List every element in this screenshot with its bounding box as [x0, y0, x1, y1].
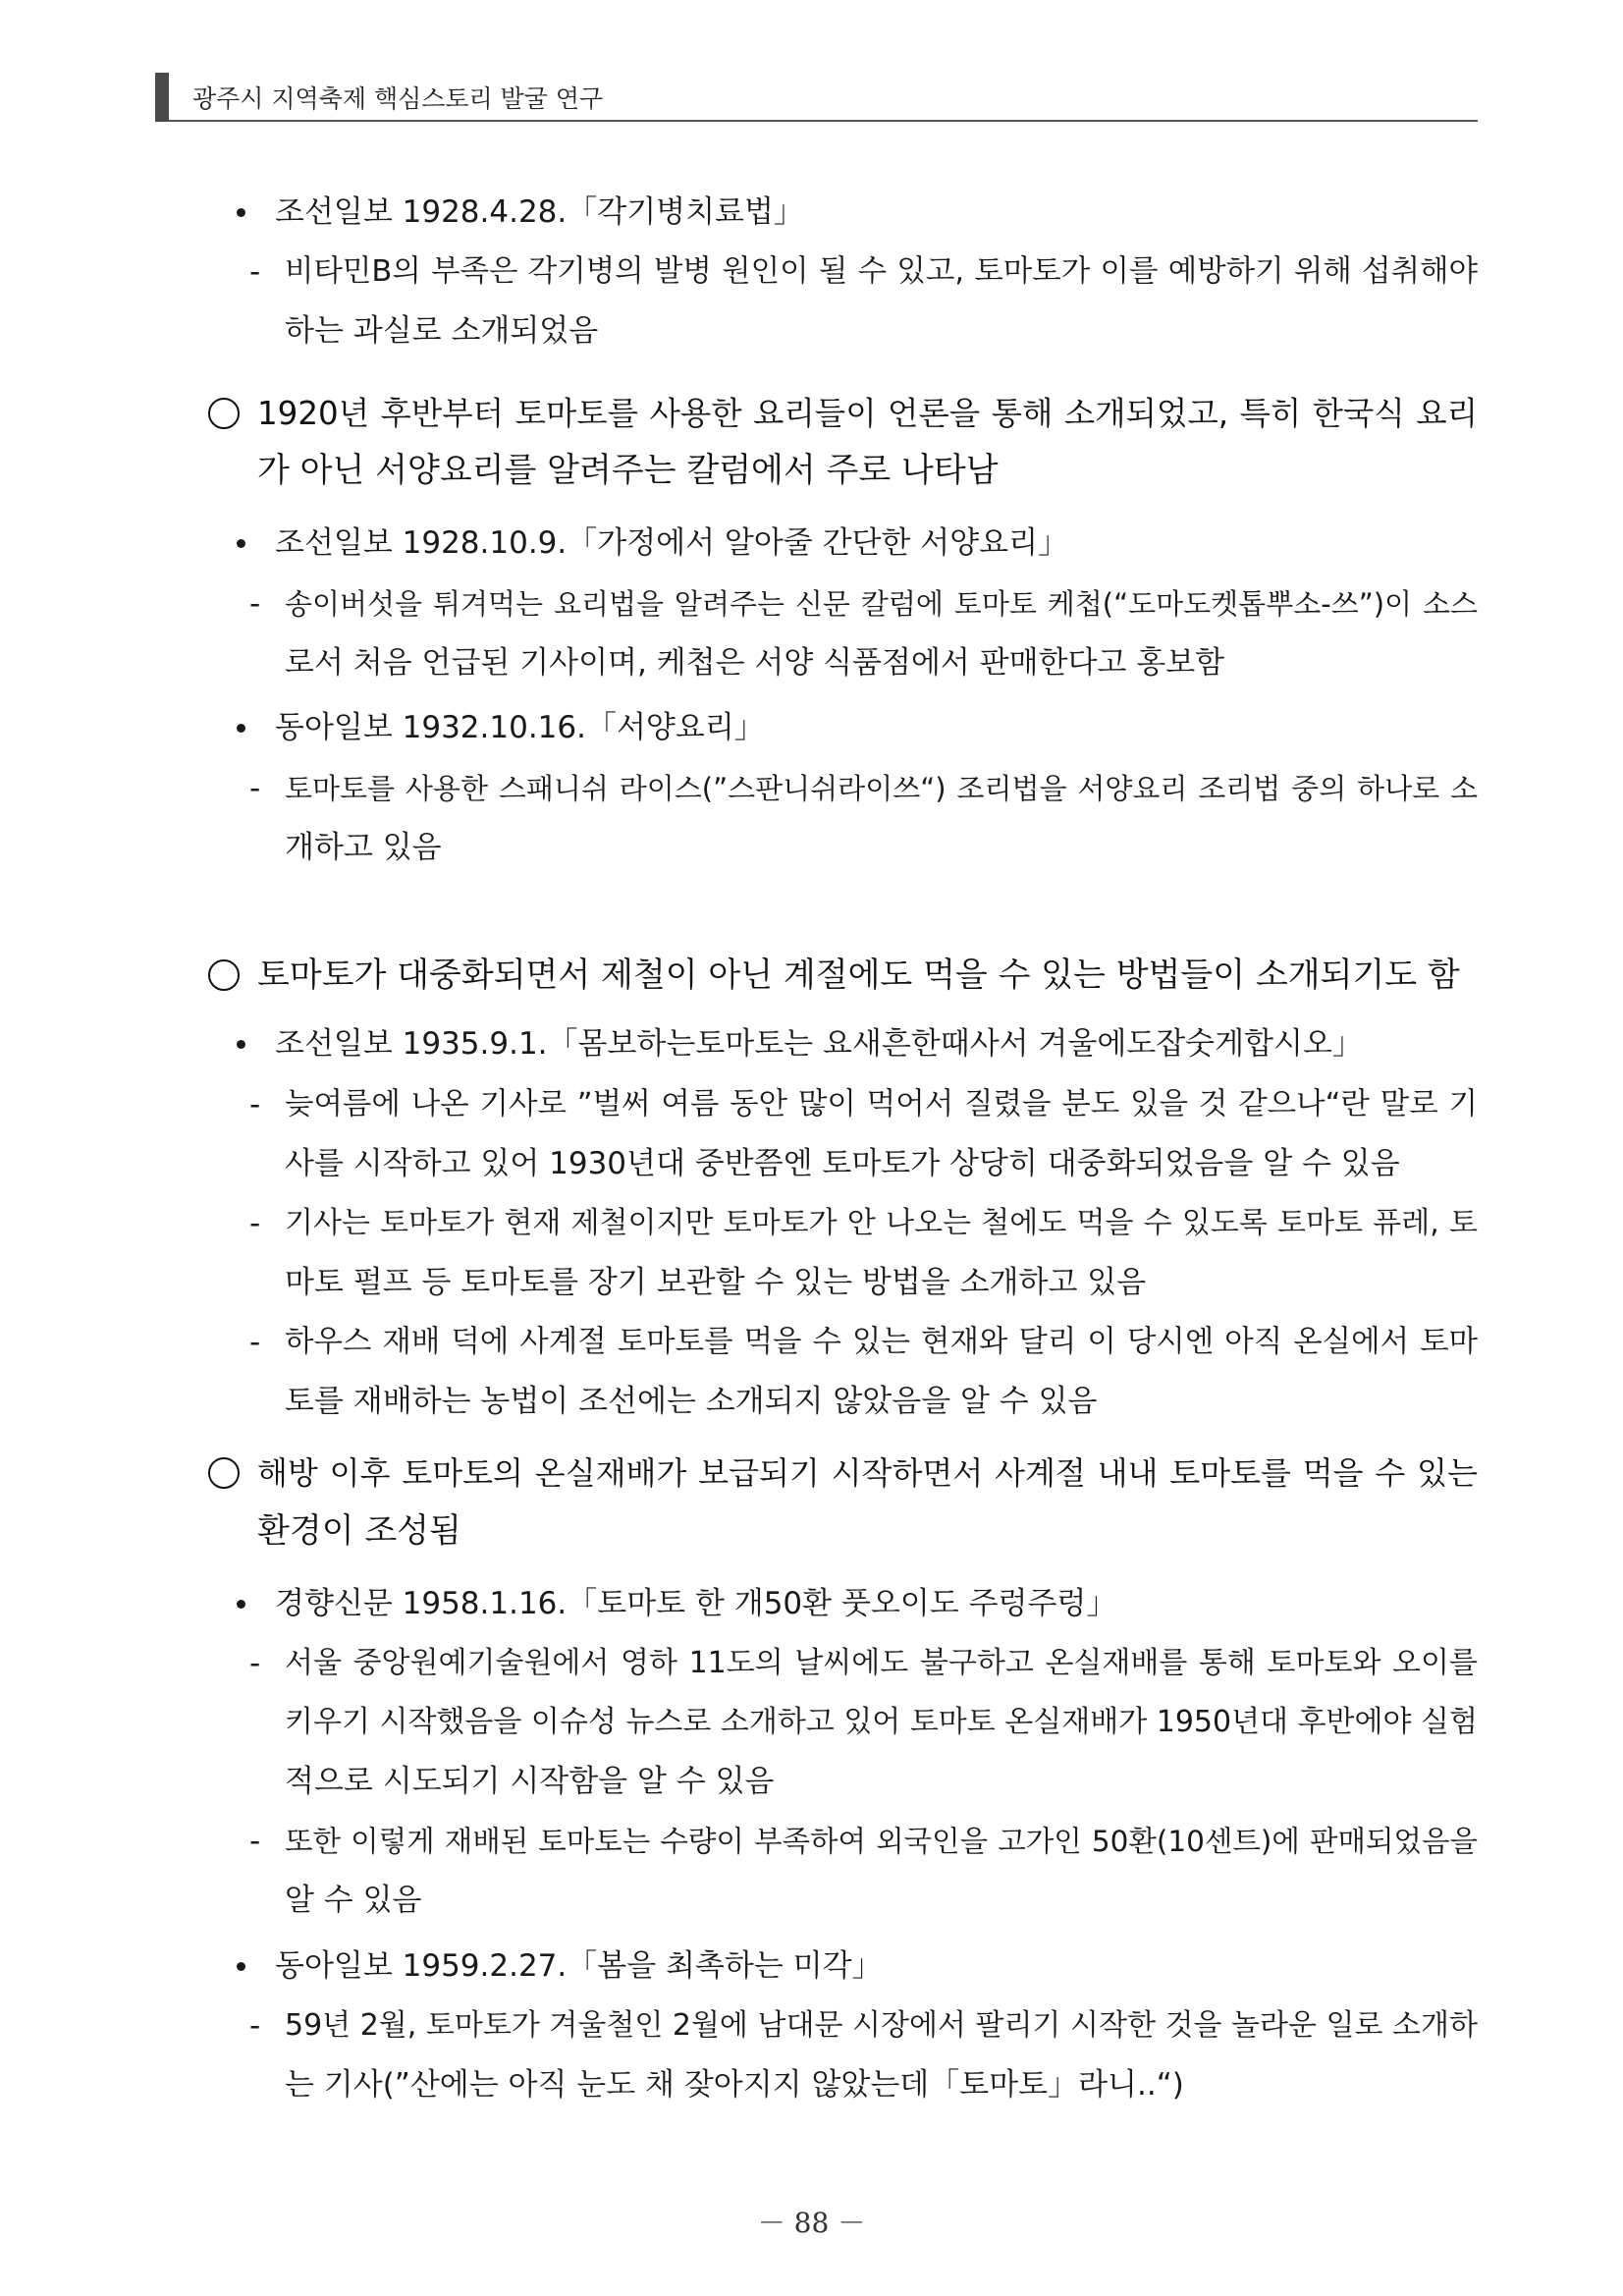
bullet-marker: [237, 1600, 245, 1609]
dash-item-line: 키우기 시작했음을 이슈성 뉴스로 소개하고 있어 토마토 온실재배가 1950년대 후반에야 실험: [285, 1705, 1478, 1739]
dash-marker: -: [249, 1824, 261, 1859]
bullet-marker: [237, 1962, 245, 1971]
dash-item-line: 개하고 있음: [285, 830, 442, 865]
bullet-item: 조선일보 1935.9.1.「몸보하는토마토는 요새흔한때사서 겨울에도잡숫게합시오」: [275, 1026, 1363, 1062]
dash-item-line: 비타민B의 부족은 각기병의 발병 원인이 될 수 있고, 토마토가 이를 예방하기 위해 섭취해야: [285, 254, 1478, 289]
dash-item-line: 적으로 시도되기 시작함을 알 수 있음: [285, 1764, 775, 1799]
header-rule: [169, 120, 1478, 122]
bullet-item: 동아일보 1959.2.27.「봄을 최촉하는 미각」: [275, 1948, 883, 1984]
circle-item-line: 해방 이후 토마토의 온실재배가 보급되기 시작하면서 사계절 내내 토마토를 먹을 수 있는: [257, 1454, 1478, 1492]
dash-item-line: 59년 2월, 토마토가 겨울철인 2월에 남대문 시장에서 팔리기 시작한 것을 놀라운 일로 소개하: [285, 2008, 1478, 2043]
running-header: [155, 73, 1478, 122]
dash-item-line: 하우스 재배 덕에 사계절 토마토를 먹을 수 있는 현재와 달리 이 당시엔 아직 온실에서 토마: [285, 1325, 1478, 1359]
dash-item-line: 는 기사(”산에는 아직 눈도 채 잦아지지 않았는데「토마토」라니..“): [285, 2067, 1184, 2103]
dash-marker: -: [249, 2008, 261, 2044]
bullet-marker: [237, 724, 245, 733]
dash-item-line: 하는 과실로 소개되었음: [285, 313, 599, 349]
bullet-marker: [237, 539, 245, 548]
circle-marker: [208, 1457, 240, 1489]
dash-item-line: 사를 시작하고 있어 1930년대 중반쯤엔 토마토가 상당히 대중화되었음을 알 수 있음: [285, 1146, 1400, 1181]
dash-marker: -: [249, 1206, 261, 1241]
dash-marker: -: [249, 1087, 261, 1122]
dash-item-line: 서울 중앙원예기술원에서 영하 11도의 날씨에도 불구하고 온실재배를 통해 토마토와 오이를: [285, 1646, 1478, 1680]
circle-item-line: 환경이 조성됨: [257, 1511, 461, 1551]
dash-item-line: 기사는 토마토가 현재 제철이지만 토마토가 안 나오는 철에도 먹을 수 있도록 토마토 퓨레, 토: [285, 1206, 1478, 1240]
circle-item-line: 토마토가 대중화되면서 제철이 아닌 계절에도 먹을 수 있는 방법들이 소개되기도 함: [257, 956, 1460, 995]
circle-marker: [208, 398, 240, 429]
dash-marker: -: [249, 771, 261, 806]
dash-item-line: 토를 재배하는 농법이 조선에는 소개되지 않았음을 알 수 있음: [285, 1384, 1098, 1419]
dash-item-line: 로서 처음 언급된 기사이며, 케첩은 서양 식품점에서 판매한다고 홍보함: [285, 645, 1225, 681]
bullet-marker: [237, 208, 245, 217]
dash-marker: -: [249, 586, 261, 622]
dash-marker: -: [249, 1646, 261, 1681]
header-accent-bar: [155, 73, 169, 122]
header-title: 광주시 지역축제 핵심스토리 발굴 연구: [192, 84, 604, 113]
dash-marker: -: [249, 254, 261, 290]
dash-item-line: 토마토를 사용한 스패니쉬 라이스(”스판니쉬라이쓰“) 조리법을 서양요리 조리법 중의 하나로 소: [285, 772, 1478, 805]
dash-marker: -: [249, 1325, 261, 1360]
dash-item-line: 마토 펄프 등 토마토를 장기 보관할 수 있는 방법을 소개하고 있음: [285, 1265, 1147, 1300]
page-number: － 88 －: [757, 2207, 866, 2239]
dash-item-line: 늦여름에 나온 기사로 ”벌써 여름 동안 많이 먹어서 질렸을 분도 있을 것 같으나“란 말로 기: [285, 1087, 1478, 1121]
bullet-item: 경향신문 1958.1.16.「토마토 한 개50환 풋오이도 주렁주렁」: [275, 1586, 1117, 1621]
bullet-item: 조선일보 1928.10.9.「가정에서 알아줄 간단한 서양요리」: [275, 525, 1069, 561]
bullet-item: 동아일보 1932.10.16.「서양요리」: [275, 710, 765, 745]
circle-marker: [208, 959, 240, 991]
circle-item-line: 1920년 후반부터 토마토를 사용한 요리들이 언론을 통해 소개되었고, 특히 한국식 요리: [257, 395, 1478, 432]
circle-item-line: 가 아닌 서양요리를 알려주는 칼럼에서 주로 나타남: [257, 451, 999, 490]
dash-item-line: 송이버섯을 튀겨먹는 요리법을 알려주는 신문 칼럼에 토마토 케첩(“도마도켓톱뿌소-쓰”)이 소스: [285, 587, 1478, 621]
bullet-item: 조선일보 1928.4.28.「각기병치료법」: [275, 194, 804, 230]
bullet-marker: [237, 1040, 245, 1049]
dash-item-line: 또한 이렇게 재배된 토마토는 수량이 부족하여 외국인을 고가인 50환(10센트)에 판매되었음을: [285, 1825, 1478, 1858]
dash-item-line: 알 수 있음: [285, 1883, 422, 1918]
